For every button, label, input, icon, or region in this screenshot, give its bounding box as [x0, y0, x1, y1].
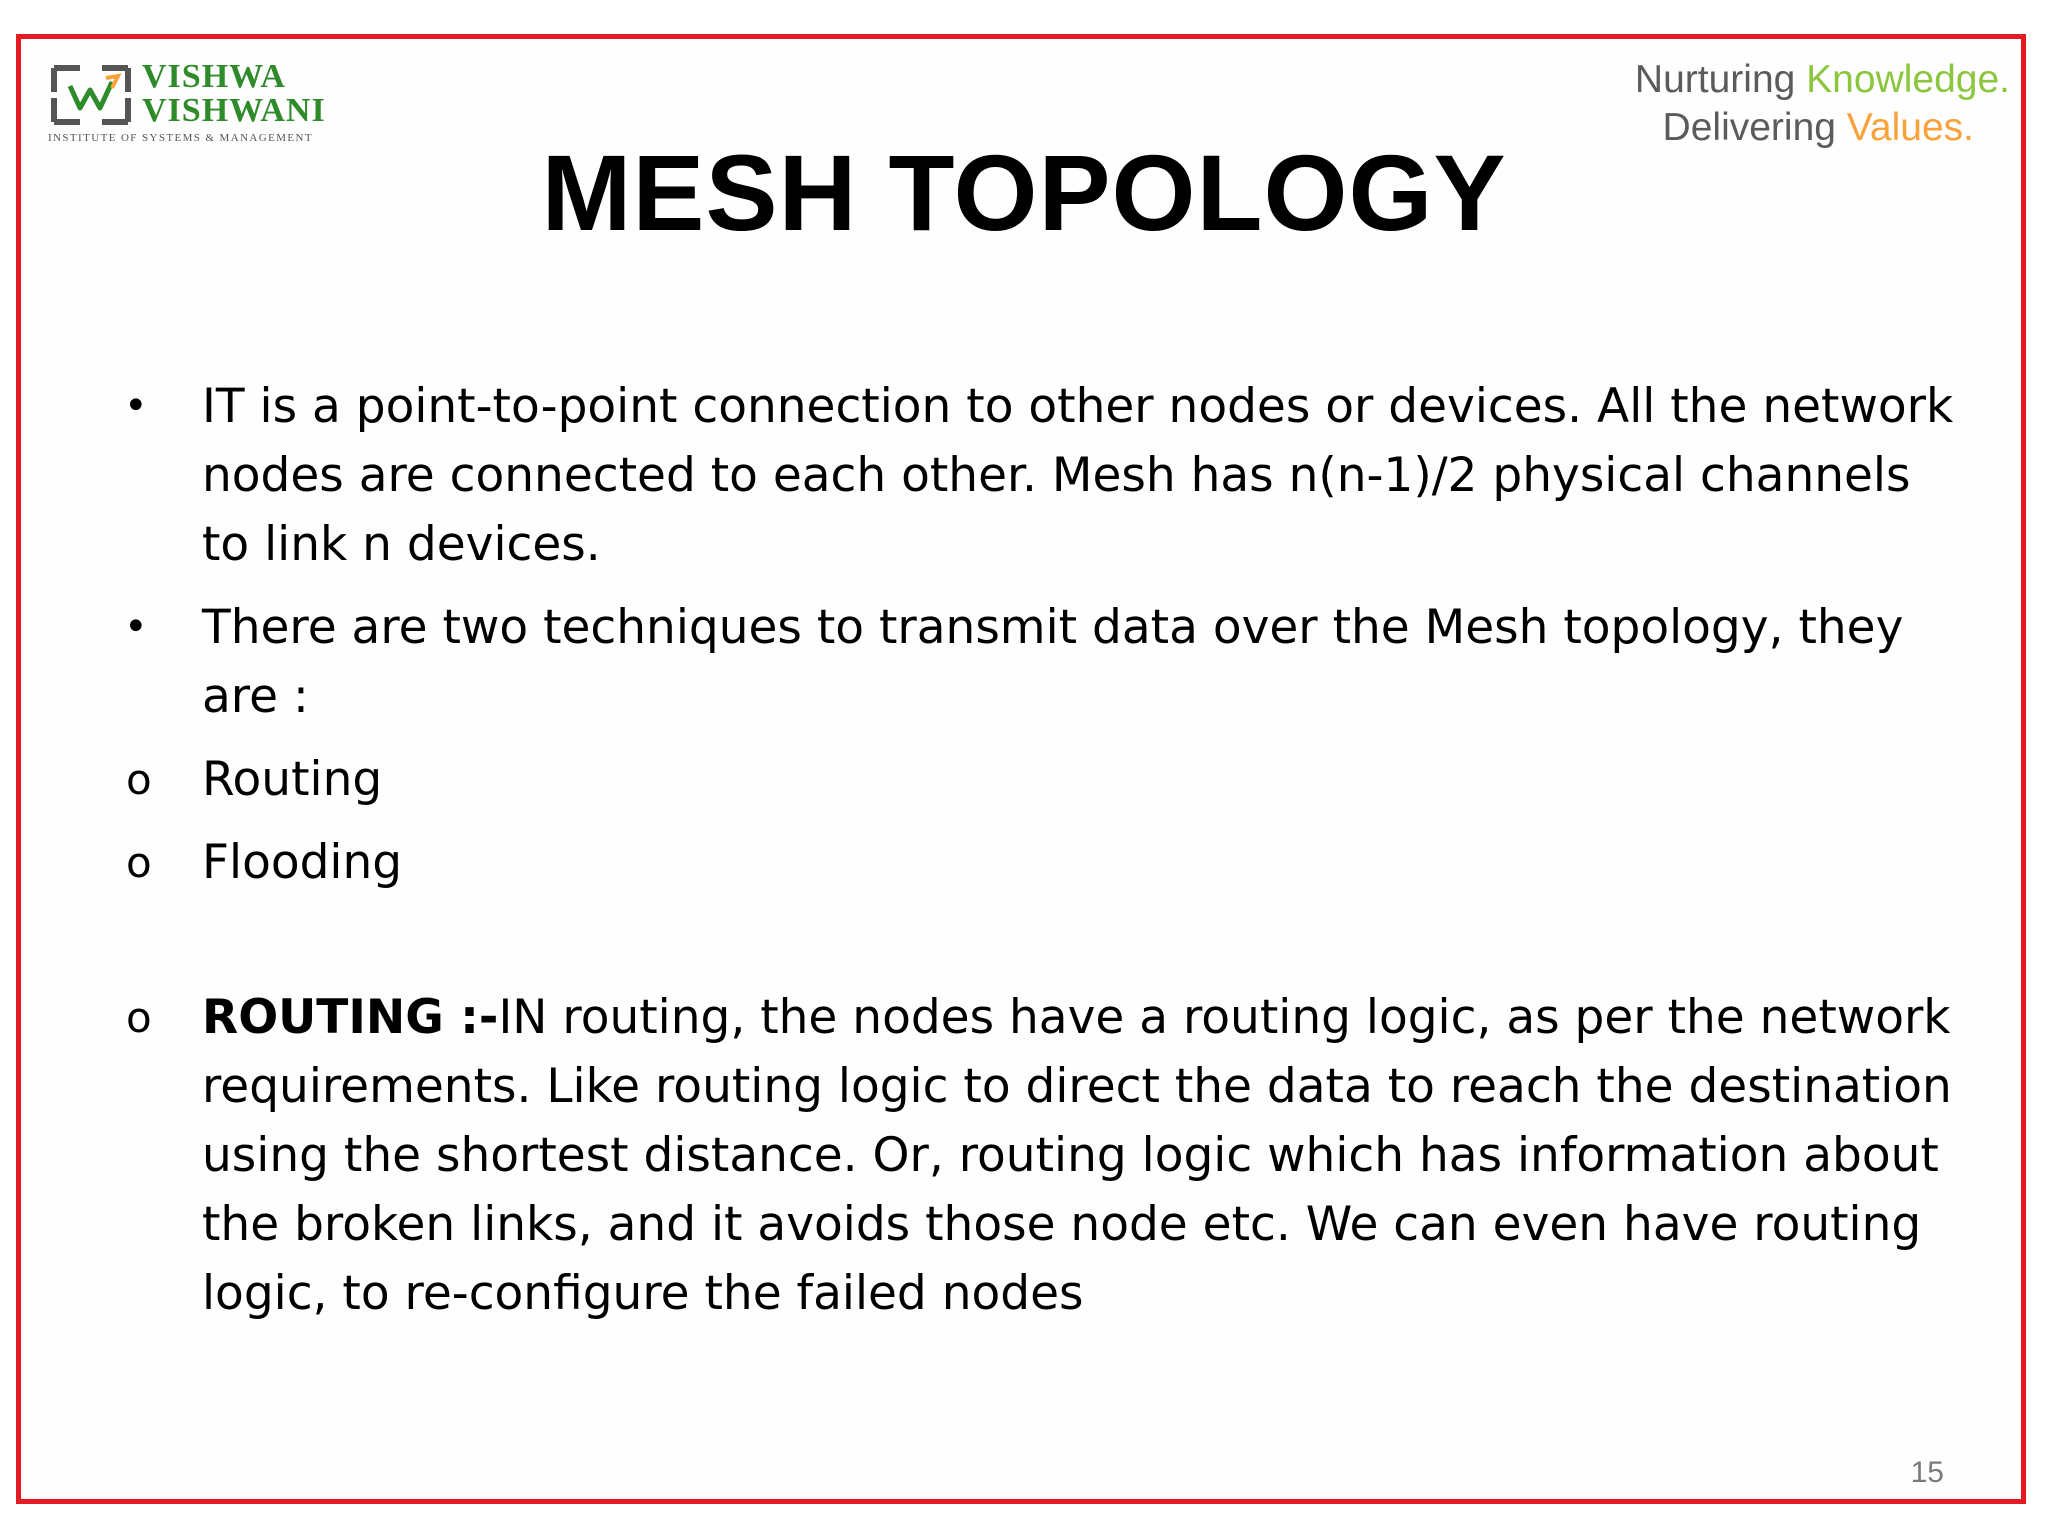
circle-bullet-icon: o: [126, 993, 152, 1042]
sub-item: [120, 745, 1960, 814]
slide-content: [120, 372, 1960, 1342]
bullet-icon: •: [124, 383, 148, 429]
logo-line-2: VISHWANI: [142, 92, 326, 129]
circle-bullet-icon: o: [126, 755, 152, 804]
sub-item-text: Routing: [202, 752, 383, 807]
motto-word-knowledge: Knowledge.: [1806, 58, 2010, 101]
bullet-item: [120, 593, 1960, 731]
routing-text: IN routing, the nodes have a routing logic, as per the network requirements. Like routing logic to direct the data to reach the destination using the shortest distance. Or, routing logic which has information about the broken links, and it avoids those node etc. We can even have routing logic, to re-configure the failed nodes: [202, 990, 1952, 1321]
page-number: 15: [1910, 1456, 1944, 1489]
bullet-text: There are two techniques to transmit data over the Mesh topology, they are :: [202, 600, 1904, 724]
sub-item-text: Flooding: [202, 835, 403, 890]
sub-item: [120, 828, 1960, 897]
logo-line-1: VISHWA: [142, 58, 286, 95]
bullet-text: IT is a point-to-point connection to other nodes or devices. All the network nodes are connected to each other. Mesh has n(n-1)/2 physical channels to link n devices.: [202, 379, 1954, 572]
logo-mark-icon: [50, 64, 132, 126]
motto-word-nurturing: Nurturing: [1634, 58, 1796, 101]
routing-label: ROUTING :-: [202, 990, 499, 1045]
logo-tagline: INSTITUTE OF SYSTEMS & MANAGEMENT: [48, 132, 313, 144]
motto-line-1: [1590, 56, 2010, 104]
spacer: [120, 911, 1960, 983]
bullet-icon: •: [124, 604, 148, 650]
bullet-item: [120, 372, 1960, 579]
motto-word-delivering: Delivering: [1662, 106, 1836, 149]
routing-item: [120, 983, 1960, 1328]
slide-title: MESH TOPOLOGY: [541, 132, 1507, 253]
motto-word-values: Values.: [1846, 106, 1974, 149]
circle-bullet-icon: o: [126, 838, 152, 887]
